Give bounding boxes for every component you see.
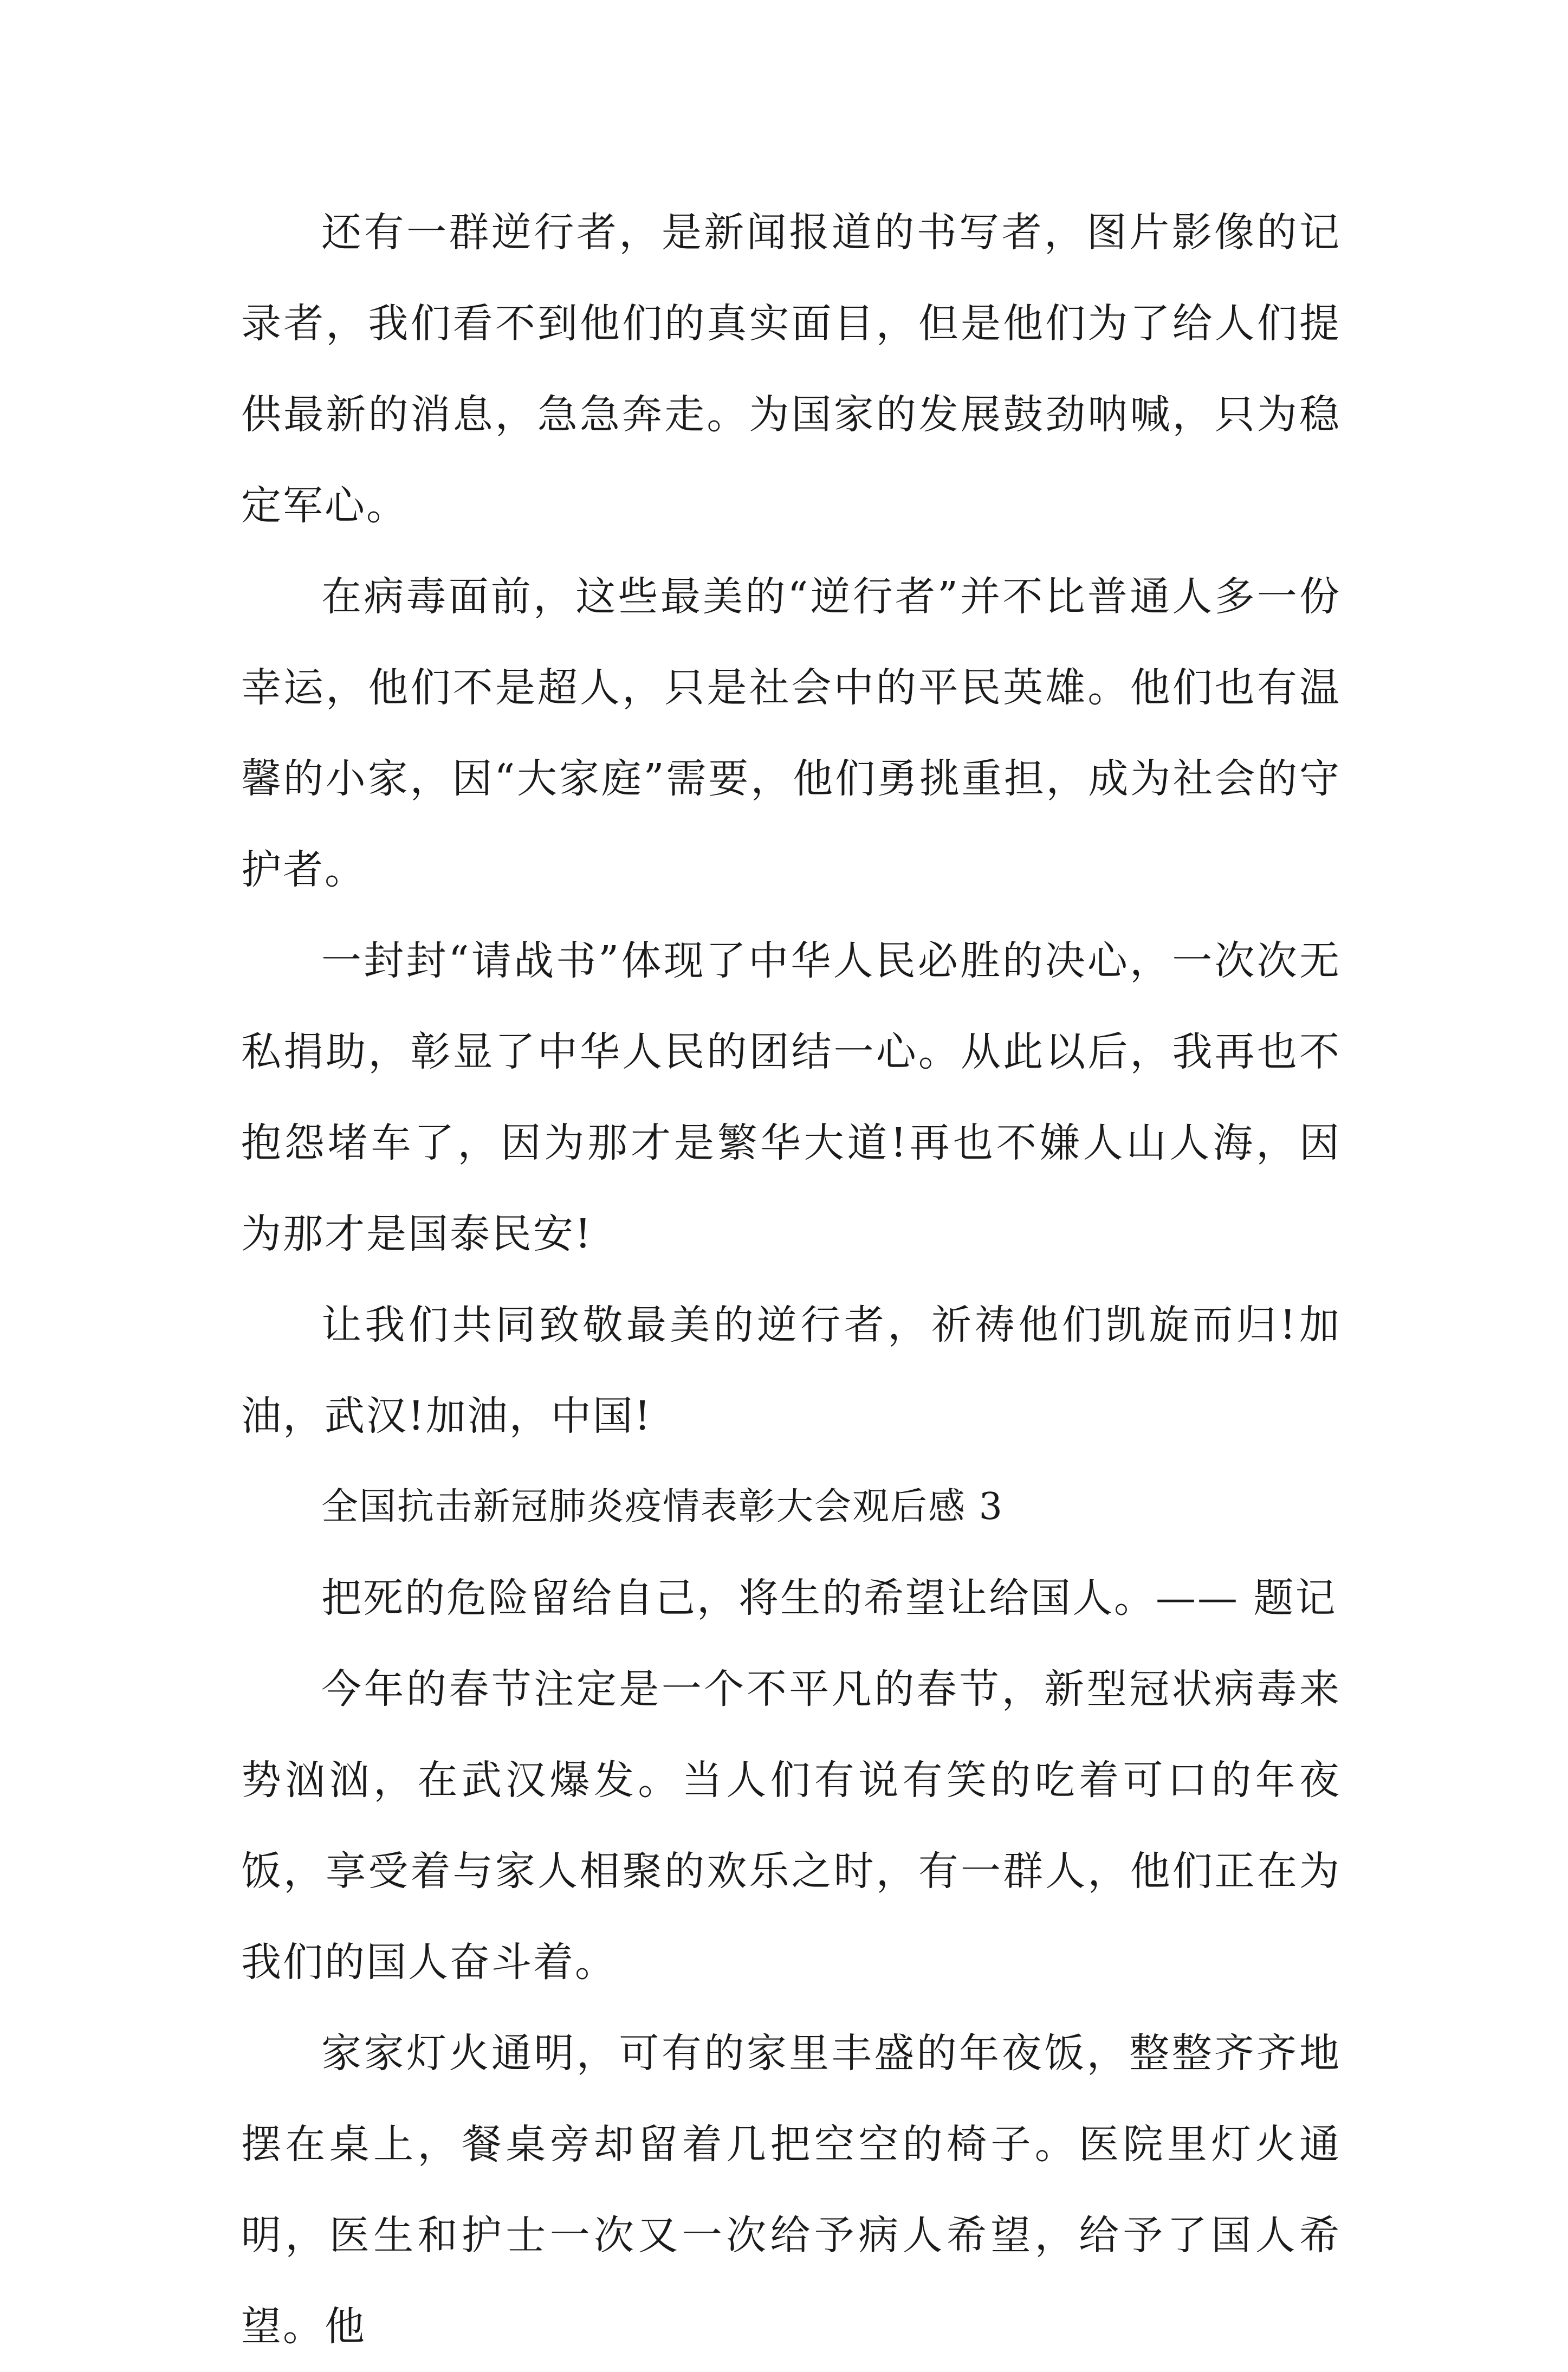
paragraph-spring-festival: 今年的春节注定是一个不平凡的春节，新型冠状病毒来势汹汹，在武汉爆发。当人们有说有笑的吃着可口的年夜饭，享受着与家人相聚的欢乐之时，有一群人，他们正在为我们的国人奋斗着。 [241, 1666, 1341, 1986]
paragraph-salute: 让我们共同致敬最美的逆行者，祈祷他们凯旋而归!加油，武汉!加油，中国! [241, 1302, 1341, 1439]
epigraph: 把死的危险留给自己，将生的希望让给国人。—— 题记 [321, 1575, 1337, 1621]
paragraph-civilian-heroes: 在病毒面前，这些最美的“逆行者”并不比普通人多一份幸运，他们不是超人，只是社会中的平民英雄。他们也有温馨的小家，因“大家庭”需要，他们勇挑重担，成为社会的守护者。 [241, 573, 1341, 893]
section-heading: 全国抗击新冠肺炎疫情表彰大会观后感 3 [321, 1485, 1003, 1528]
document-page [241, 187, 1341, 2372]
paragraph-lights: 家家灯火通明，可有的家里丰盛的年夜饭，整整齐齐地摆在桌上，餐桌旁却留着几把空空的椅子。医院里灯火通明，医生和护士一次又一次给予病人希望，给予了国人希望。他 [241, 2030, 1341, 2350]
paragraph-petitions: 一封封“请战书”体现了中华人民必胜的决心，一次次无私捐助，彰显了中华人民的团结一心。从此以后，我再也不抱怨堵车了，因为那才是繁华大道!再也不嫌人山人海，因为那才是国泰民安! [241, 938, 1341, 1257]
paragraph-news-reporters: 还有一群逆行者，是新闻报道的书写者，图片影像的记录者，我们看不到他们的真实面目，但是他们为了给人们提供最新的消息，急急奔走。为国家的发展鼓劲呐喊，只为稳定军心。 [241, 209, 1341, 529]
